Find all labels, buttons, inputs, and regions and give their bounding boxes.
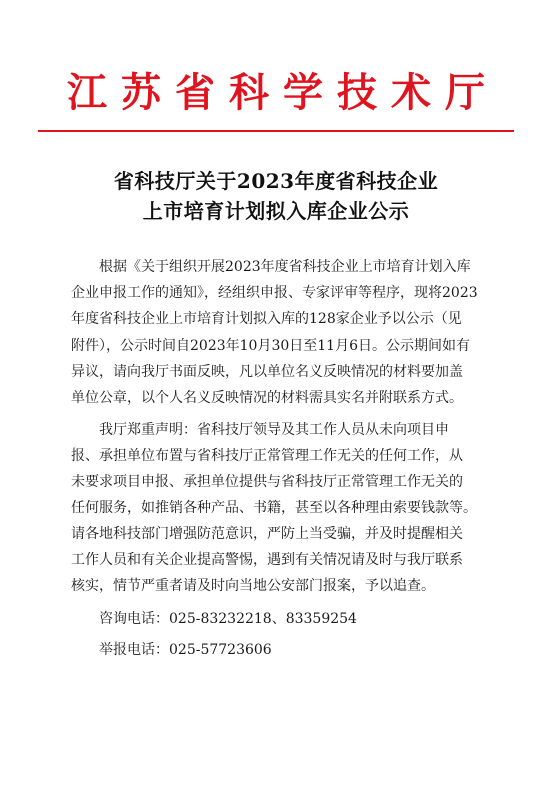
report-phone: 举报电话：025-57723606	[99, 642, 272, 658]
paragraph-2-line: 工作人员和有关企业提高警惕，遇到有关情况请及时与我厅联系	[71, 552, 463, 568]
paragraph-1-line: 单位公章，以个人名义反映情况的材料需具实名并附联系方式。	[71, 390, 463, 406]
paragraph-1-line: 企业申报工作的通知》，经组织申报、专家评审等程序，现将2023	[71, 285, 478, 301]
paragraph-2-line: 任何服务，如推销各种产品、书籍，甚至以各种理由索要钱款等。	[71, 500, 477, 516]
agency-header: 江苏省科学技术厅	[67, 69, 499, 116]
document-title-line-2: 上市培育计划拟入库企业公示	[142, 199, 410, 223]
header-red-rule	[38, 130, 514, 132]
document-title-line-1: 省科技厅关于2023年度省科技企业	[113, 169, 439, 193]
paragraph-2-line: 我厅郑重声明：省科技厅领导及其工作人员从未向项目申	[99, 422, 449, 438]
paragraph-1-line: 异议，请向我厅书面反映，凡以单位名义反映情况的材料要加盖	[71, 364, 463, 380]
paragraph-2-line: 报、承担单位布置与省科技厅正常管理工作无关的任何工作，从	[71, 448, 463, 464]
paragraph-1-line: 根据《关于组织开展2023年度省科技企业上市培育计划入库	[99, 259, 471, 275]
consult-phone: 咨询电话：025-83232218、83359254	[99, 611, 357, 627]
paragraph-2-line: 未要求项目申报、承担单位提供与省科技厅正常管理工作无关的	[71, 474, 463, 490]
paragraph-1-line: 附件），公示时间自2023年10月30日至11月6日。公示期间如有	[71, 338, 470, 354]
paragraph-2-line: 请各地科技部门增强防范意识，严防上当受骗，并及时提醒相关	[71, 526, 463, 542]
paragraph-2-line: 核实，情节严重者请及时向当地公安部门报案，予以追查。	[71, 578, 435, 594]
paragraph-1-line: 年度省科技企业上市培育计划拟入库的128家企业予以公示（见	[71, 311, 462, 327]
